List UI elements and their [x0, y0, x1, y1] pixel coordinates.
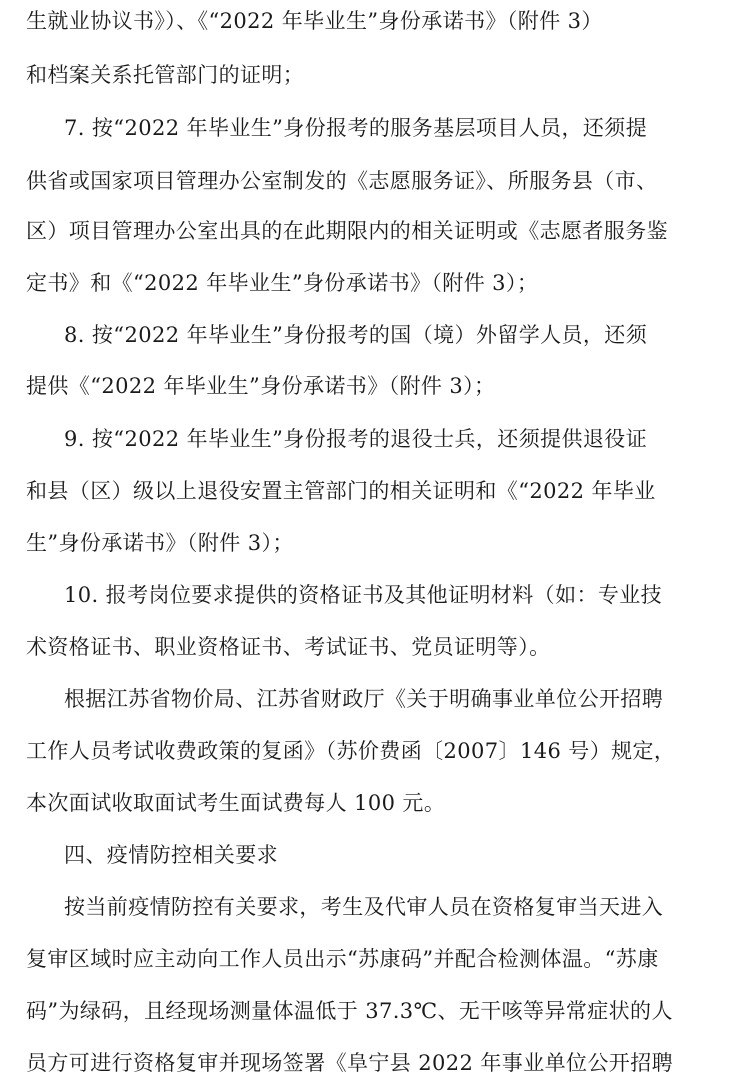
section-heading: 四、疫情防控相关要求: [64, 843, 278, 867]
text-line: 码”为绿码，且经现场测量体温低于 37.3℃、无干咳等异常症状的人: [26, 999, 673, 1023]
text-line: 和县（区）级以上退役安置主管部门的相关证明和《“2022 年毕业: [26, 479, 656, 503]
text-line: 工作人员考试收费政策的复函》（苏价费函〔2007〕146 号）规定，: [26, 739, 676, 763]
text-line: 7. 按“2022 年毕业生”身份报考的服务基层项目人员，还须提: [64, 116, 648, 140]
text-line: 供省或国家项目管理办公室制发的《志愿服务证》、所服务县（市、: [26, 169, 658, 193]
text-line: 术资格证书、职业资格证书、考试证书、党员证明等）。: [26, 635, 551, 659]
text-line: 生就业协议书》）、《“2022 年毕业生”身份承诺书》（附件 3）: [26, 9, 603, 33]
text-line: 根据江苏省物价局、江苏省财政厅《关于明确事业单位公开招聘: [64, 687, 664, 711]
text-line: 生”身份承诺书》（附件 3）；: [26, 531, 294, 555]
text-line: 和档案关系托管部门的证明；: [26, 63, 305, 87]
text-line: 提供《“2022 年毕业生”身份承诺书》（附件 3）；: [26, 374, 496, 398]
text-line: 定书》和《“2022 年毕业生”身份承诺书》（附件 3）；: [26, 271, 539, 295]
text-line: 按当前疫情防控有关要求，考生及代审人员在资格复审当天进入: [64, 895, 664, 919]
text-line: 复审区域时应主动向工作人员出示“苏康码”并配合检测体温。“苏康: [26, 947, 659, 971]
text-line: 本次面试收取面试考生面试费每人 100 元。: [26, 791, 446, 815]
text-line: 8. 按“2022 年毕业生”身份报考的国（境）外留学人员，还须: [64, 323, 648, 347]
text-line: 区）项目管理办公室出具的在此期限内的相关证明或《志愿者服务鉴: [26, 219, 668, 243]
text-line: 10. 报考岗位要求提供的资格证书及其他证明材料（如：专业技: [64, 583, 663, 607]
text-line: 员方可进行资格复审并现场签署《阜宁县 2022 年事业单位公开招聘: [26, 1051, 673, 1075]
text-line: 9. 按“2022 年毕业生”身份报考的退役士兵，还须提供退役证: [64, 427, 648, 451]
